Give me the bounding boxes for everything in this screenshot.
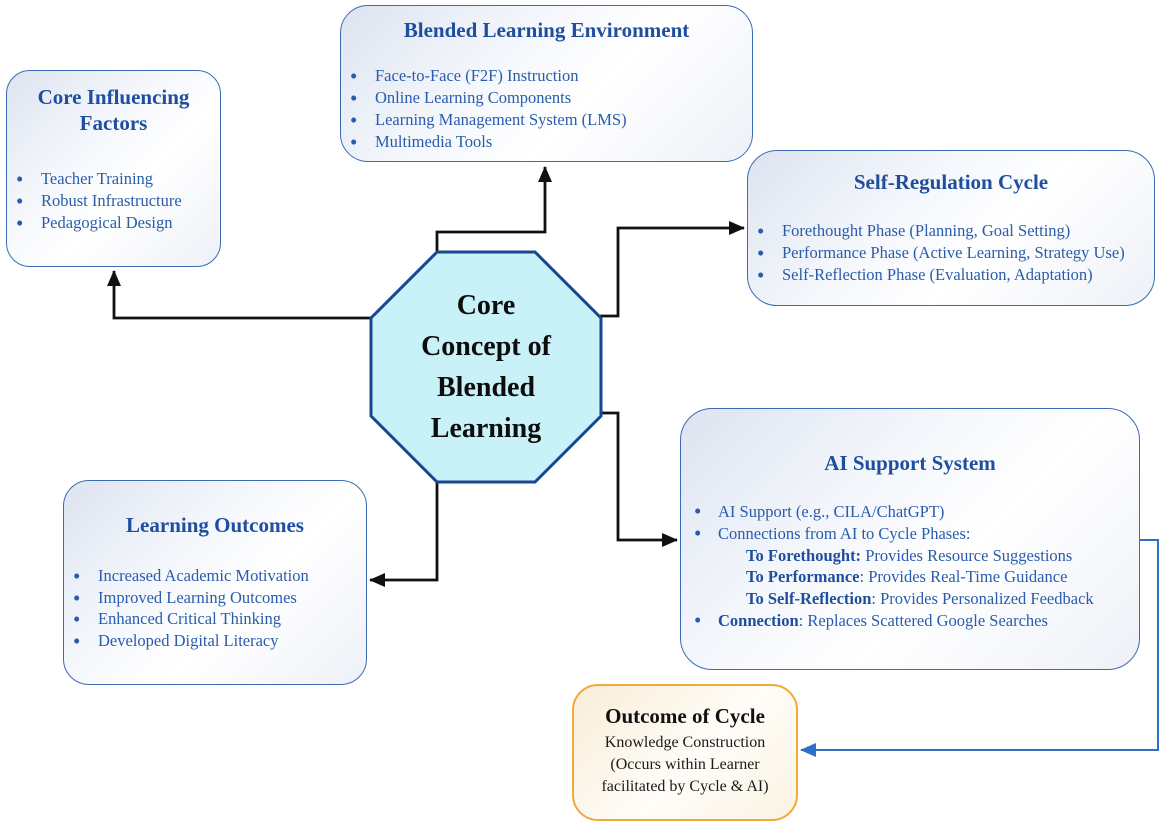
octagon-line: Core — [456, 290, 516, 321]
list-item: • Robust Infrastructure — [7, 190, 220, 212]
outcome-line: facilitated by Cycle & AI) — [601, 778, 769, 795]
list-item: • Increased Academic Motivation — [64, 565, 366, 587]
list-item: • Improved Learning Outcomes — [64, 587, 366, 609]
list-item: • Pedagogical Design — [7, 212, 220, 234]
octagon-line: Blended — [436, 372, 536, 403]
bullet-list — [7, 168, 220, 234]
bullet-list — [64, 565, 366, 651]
octagon-line: Concept of — [421, 331, 551, 362]
arrow-to-blended-environment — [437, 167, 545, 251]
bullet-list — [748, 220, 1154, 286]
list-item: • Learning Management System (LMS) — [341, 109, 752, 131]
outcome-line: (Occurs within Learner — [610, 756, 760, 773]
box-ai-support-system — [680, 408, 1140, 670]
sub-item: To Forethought: Provides Resource Suggestions — [746, 545, 1073, 565]
arrow-to-self-regulation — [600, 228, 744, 316]
octagon-line: Learning — [430, 413, 542, 444]
list-item: • Enhanced Critical Thinking — [64, 608, 366, 630]
list-item: • Online Learning Components — [341, 87, 752, 109]
box-title: Blended Learning Environment — [403, 18, 690, 42]
box-learning-outcomes — [63, 480, 367, 685]
sub-item: To Self-Reflection: Provides Personalized Feedback — [746, 589, 1094, 609]
arrow-to-ai-support — [600, 413, 677, 540]
center-octagon — [369, 250, 603, 484]
box-self-regulation-cycle — [747, 150, 1155, 306]
outcome-body — [574, 732, 796, 798]
box-blended-learning-environment — [340, 5, 753, 162]
list-item: • Face-to-Face (F2F) Instruction — [341, 65, 752, 87]
bullet-list — [341, 65, 752, 153]
list-item: • Connections from AI to Cycle Phases: — [681, 523, 1139, 545]
box-title: AI Support System — [824, 451, 996, 475]
box-title: Core Influencing Factors — [37, 85, 190, 135]
list-item: • Performance Phase (Active Learning, Strategy Use) — [748, 242, 1154, 264]
box-title: Outcome of Cycle — [605, 704, 765, 728]
list-item: • Forethought Phase (Planning, Goal Setting) — [748, 220, 1154, 242]
arrow-to-core-influencing — [114, 271, 373, 318]
box-outcome-of-cycle — [572, 684, 798, 821]
box-title: Learning Outcomes — [126, 513, 304, 537]
outcome-line: Knowledge Construction — [604, 734, 766, 751]
list-item: • AI Support (e.g., CILA/ChatGPT) — [681, 501, 1139, 523]
octagon-label — [369, 250, 603, 484]
sub-item: To Performance: Provides Real-Time Guidance — [746, 567, 1068, 587]
list-item: • Connection: Replaces Scattered Google Searches — [681, 610, 1139, 632]
list-item: • Developed Digital Literacy — [64, 630, 366, 652]
list-item: • Self-Reflection Phase (Evaluation, Adaptation) — [748, 264, 1154, 286]
box-core-influencing-factors — [6, 70, 221, 267]
arrow-to-learning-outcomes — [370, 481, 437, 580]
list-item: • Multimedia Tools — [341, 131, 752, 153]
ai-support-content — [681, 501, 1139, 632]
box-title: Self-Regulation Cycle — [853, 170, 1049, 194]
list-item: • Teacher Training — [7, 168, 220, 190]
